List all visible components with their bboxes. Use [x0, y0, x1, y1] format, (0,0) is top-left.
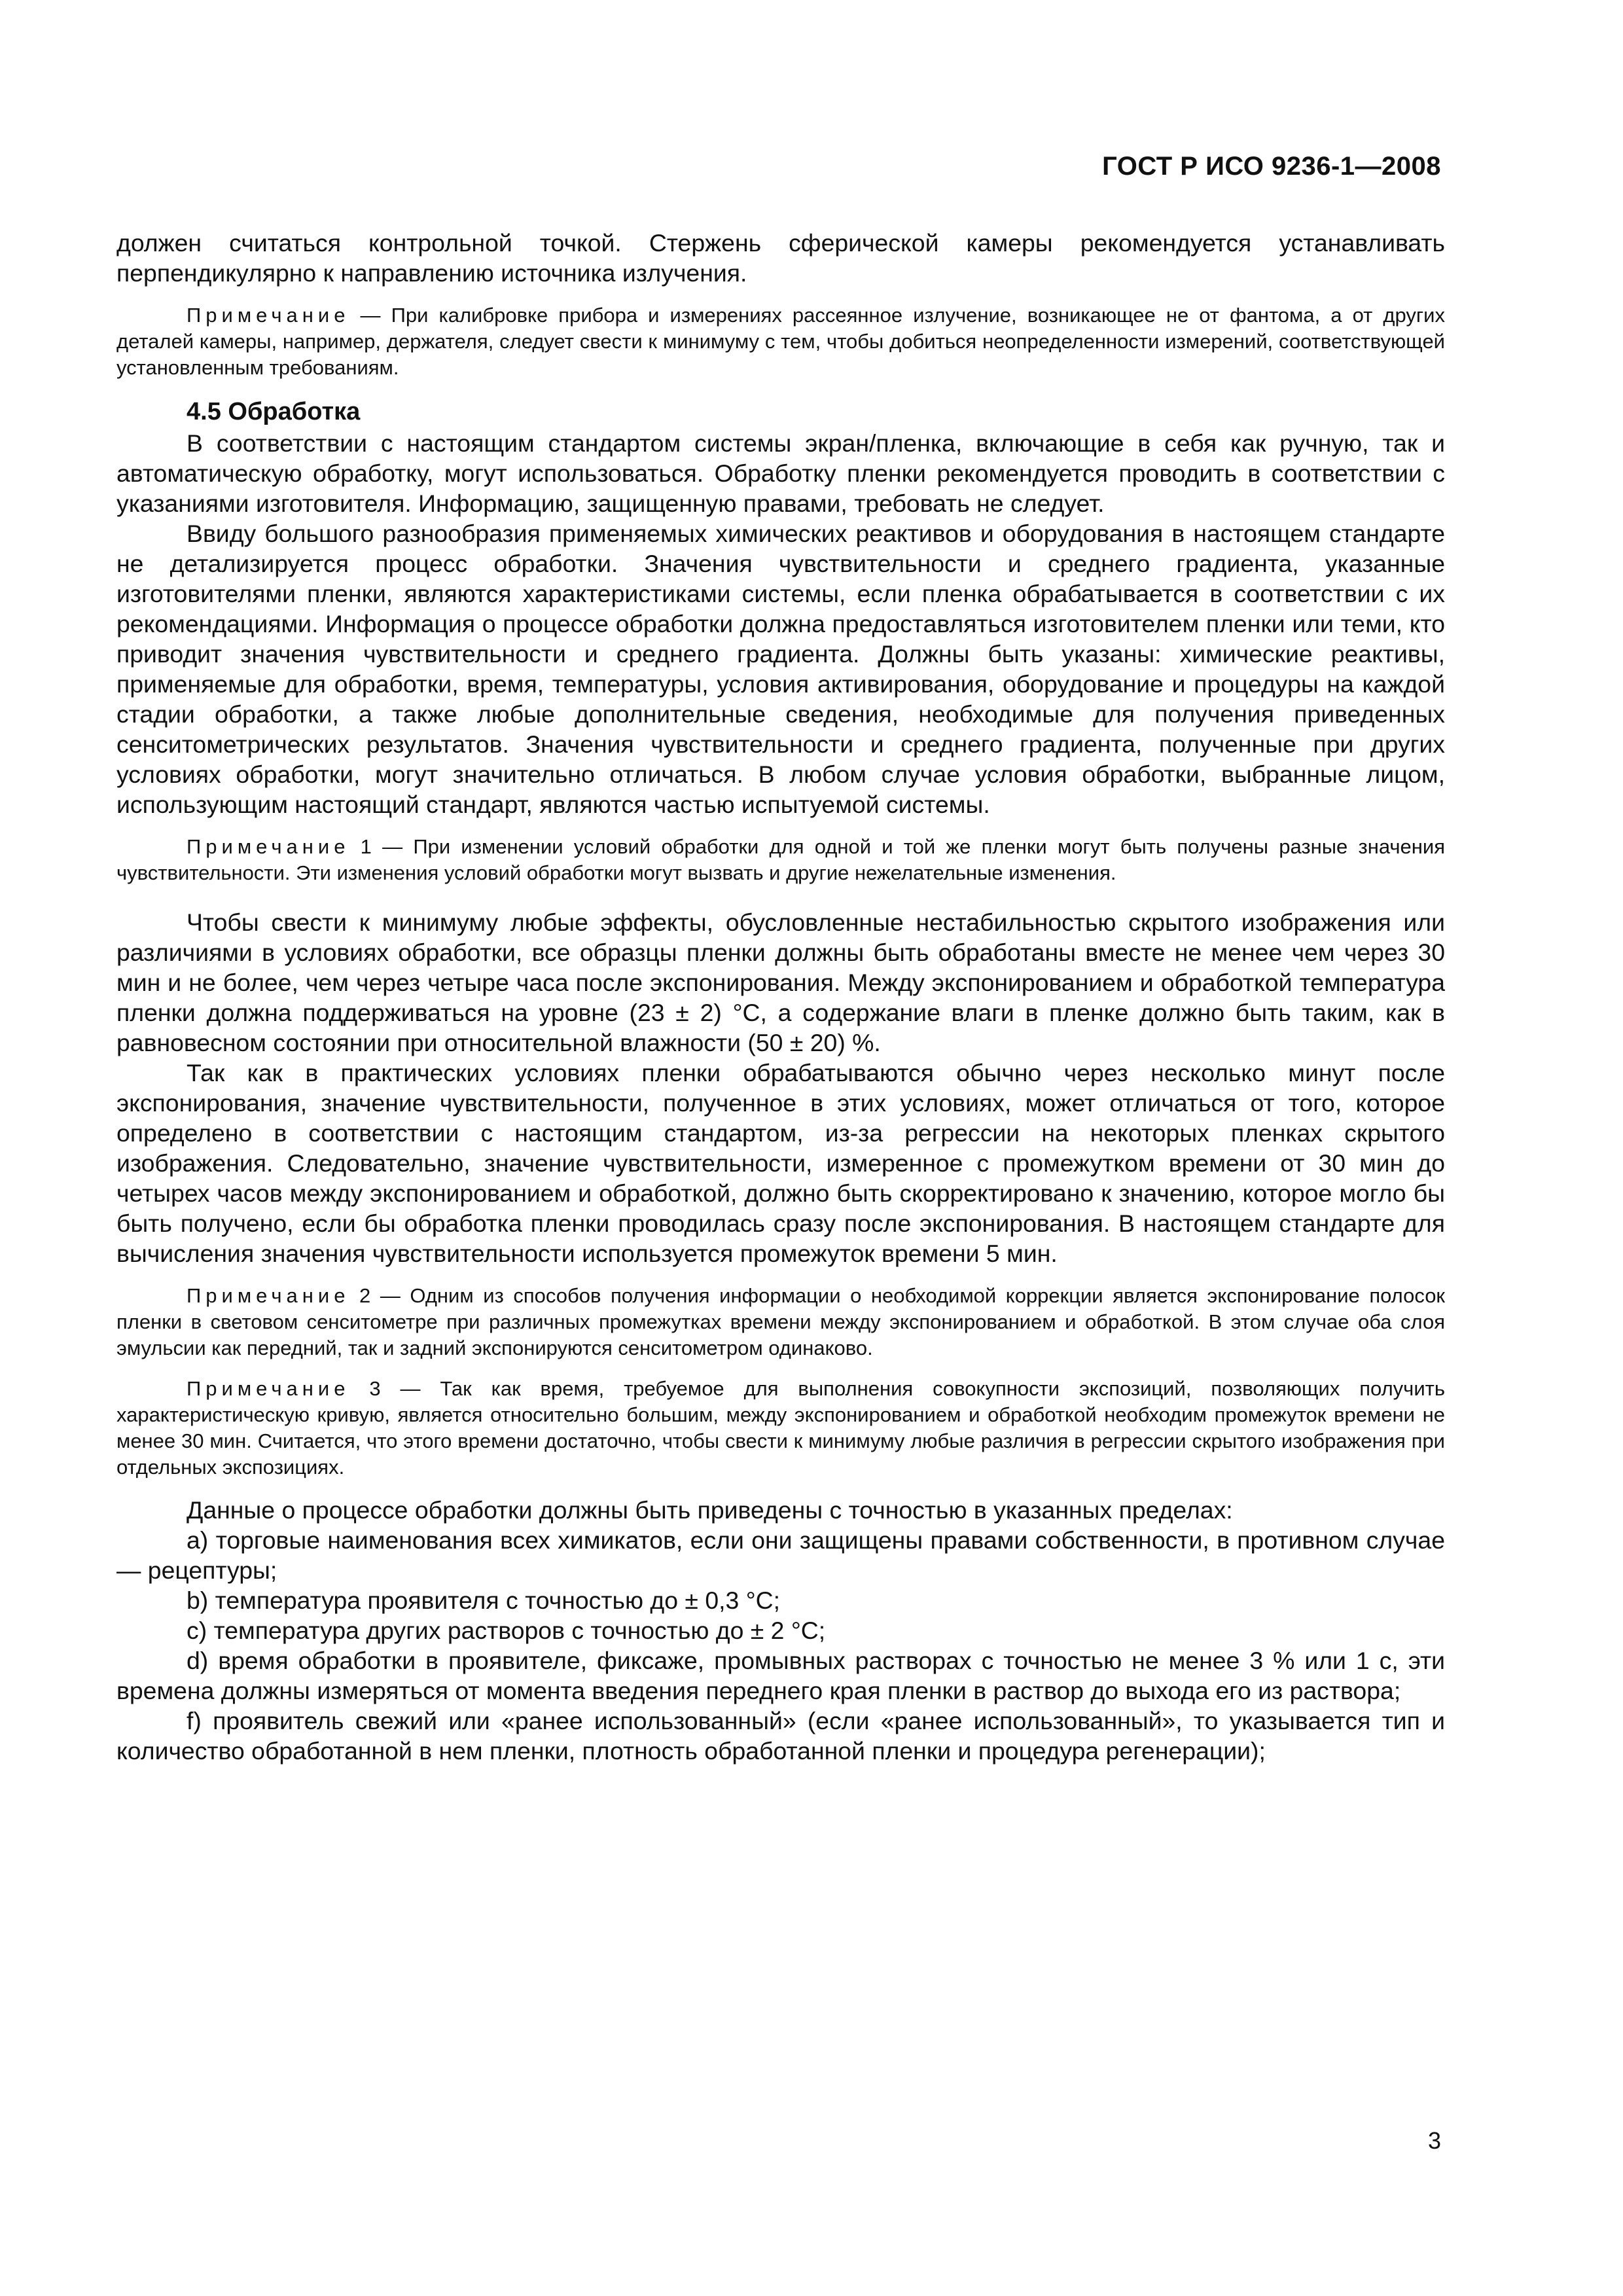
list-item-a: а) торговые наименования всех химикатов, если они защищены правами собственности, в противном случае — рецептуры;	[116, 1526, 1445, 1584]
paragraph-chemicals: Ввиду большого разнообразия применяемых химических реактивов и оборудования в настоящем стандарте не детализируется процесс обработки. Значения чувствительности и среднего градиента, указанные изготовителями пленки, являются характеристиками системы, если пленка обрабатывается в соответствии с их рекомендациями. Информация о процессе обработки должна предоставляться изготовителем пленки или теми, кто приводит значения чувствительности и среднего градиента. Должны быть указаны: химические реактивы, применяемые для обработки, время, температуры, условия активирования, оборудование и процедуры на каждой стадии обработки, а также любые дополнительные сведения, необходимые для получения приведенных сенситометрических результатов. Значения чувствительности и среднего градиента, полученные при других условиях обработки, могут значительно отличаться. В любом случае условия обработки, выбранные лицом, использующим настоящий стандарт, являются частью испытуемой системы.	[116, 520, 1445, 818]
note-1	[116, 834, 1445, 886]
page-content	[116, 228, 1445, 1766]
note-label: Примечание	[187, 1377, 350, 1400]
note-text: 1 — При изменении условий обработки для одной и той же пленки могут быть получены разные значения чувствительности. Эти изменения условий обработки могут вызвать и другие нежелательные изменения.	[116, 835, 1445, 884]
list-item-c: с) температура других растворов с точностью до ± 2 °С;	[187, 1617, 826, 1644]
paragraph-continuation: должен считаться контрольной точкой. Стержень сферической камеры рекомендуется устанавливать перпендикулярно к направлению источника излучения.	[116, 229, 1445, 287]
paragraph-systems: В соответствии с настоящим стандартом системы экран/пленка, включающие в себя как ручную, так и автоматическую обработку, могут использоваться. Обработку пленки рекомендуется проводить в соответствии с указаниями изготовителя. Информацию, защищенную правами, требовать не следует.	[116, 429, 1445, 517]
list-item-f: f) проявитель свежий или «ранее использованный» (если «ранее использованный», то указывается тип и количество обработанной в нем пленки, плотность обработанной пленки и процедура регенерации);	[116, 1707, 1445, 1765]
page-number: 3	[1427, 2127, 1441, 2154]
note-scatter	[116, 302, 1445, 381]
note-text: 2 — Одним из способов получения информации о необходимой коррекции является экспонирование полосок пленки в световом сенситометре при различных промежутках времени между экспонированием и обработкой. В этом случае оба слоя эмульсии как передний, так и задний экспонируются сенситометром одинаково.	[116, 1284, 1445, 1359]
note-3	[116, 1376, 1445, 1480]
note-2	[116, 1283, 1445, 1361]
paragraph-latent-image: Чтобы свести к минимуму любые эффекты, обусловленные нестабильностью скрытого изображения или различиями в условиях обработки, все образцы пленки должны быть обработаны вместе не менее чем через 30 мин и не более, чем через четыре часа после экспонирования. Между экспонированием и обработкой температура пленки должна поддерживаться на уровне (23 ± 2) °С, а содержание влаги в пленке должно быть таким, как в равновесном состоянии при относительной влажности (50 ± 20) %.	[116, 908, 1445, 1056]
note-text: 3 — Так как время, требуемое для выполнения совокупности экспозиций, позволяющих получить характеристическую кривую, является относительно большим, между экспонированием и обработкой необходим промежуток времени не менее 30 мин. Считается, что этого времени достаточно, чтобы свести к минимуму любые различия в регрессии скрытого изображения при отдельных экспозициях.	[116, 1377, 1445, 1479]
list-item-d: d) время обработки в проявителе, фиксаже, промывных растворах с точностью не менее 3 % или 1 с, эти времена должны измеряться от момента введения переднего края пленки в раствор до выхода его из раствора;	[116, 1647, 1445, 1704]
list-item-b: b) температура проявителя с точностью до ± 0,3 °С;	[187, 1587, 781, 1614]
paragraph-correction: Так как в практических условиях пленки обрабатываются обычно через несколько минут после экспонирования, значение чувствительности, полученное в этих условиях, может отличаться от того, которое определено в соответствии с настоящим стандартом, из-за регрессии на некоторых пленках скрытого изображения. Следовательно, значение чувствительности, измеренное с промежутком времени от 30 мин до четырех часов между экспонированием и обработкой, должно быть скорректировано к значению, которое могло бы быть получено, если бы обработка пленки проводилась сразу после экспонирования. В настоящем стандарте для вычисления значения чувствительности используется промежуток времени 5 мин.	[116, 1059, 1445, 1267]
section-title-processing: 4.5 Обработка	[187, 398, 361, 425]
document-header: ГОСТ Р ИСО 9236-1—2008	[1102, 152, 1441, 181]
note-text: — При калибровке прибора и измерениях рассеянное излучение, возникающее не от фантома, а от других деталей камеры, например, держателя, следует свести к минимуму с тем, чтобы добиться неопределенности измерений, соответствующей установленным требованиям.	[116, 304, 1445, 379]
paragraph-processing-data: Данные о процессе обработки должны быть приведены с точностью в указанных пределах:	[187, 1496, 1233, 1524]
note-label: Примечание	[187, 1284, 350, 1307]
note-label: Примечание	[187, 304, 350, 327]
note-label: Примечание	[187, 835, 350, 858]
